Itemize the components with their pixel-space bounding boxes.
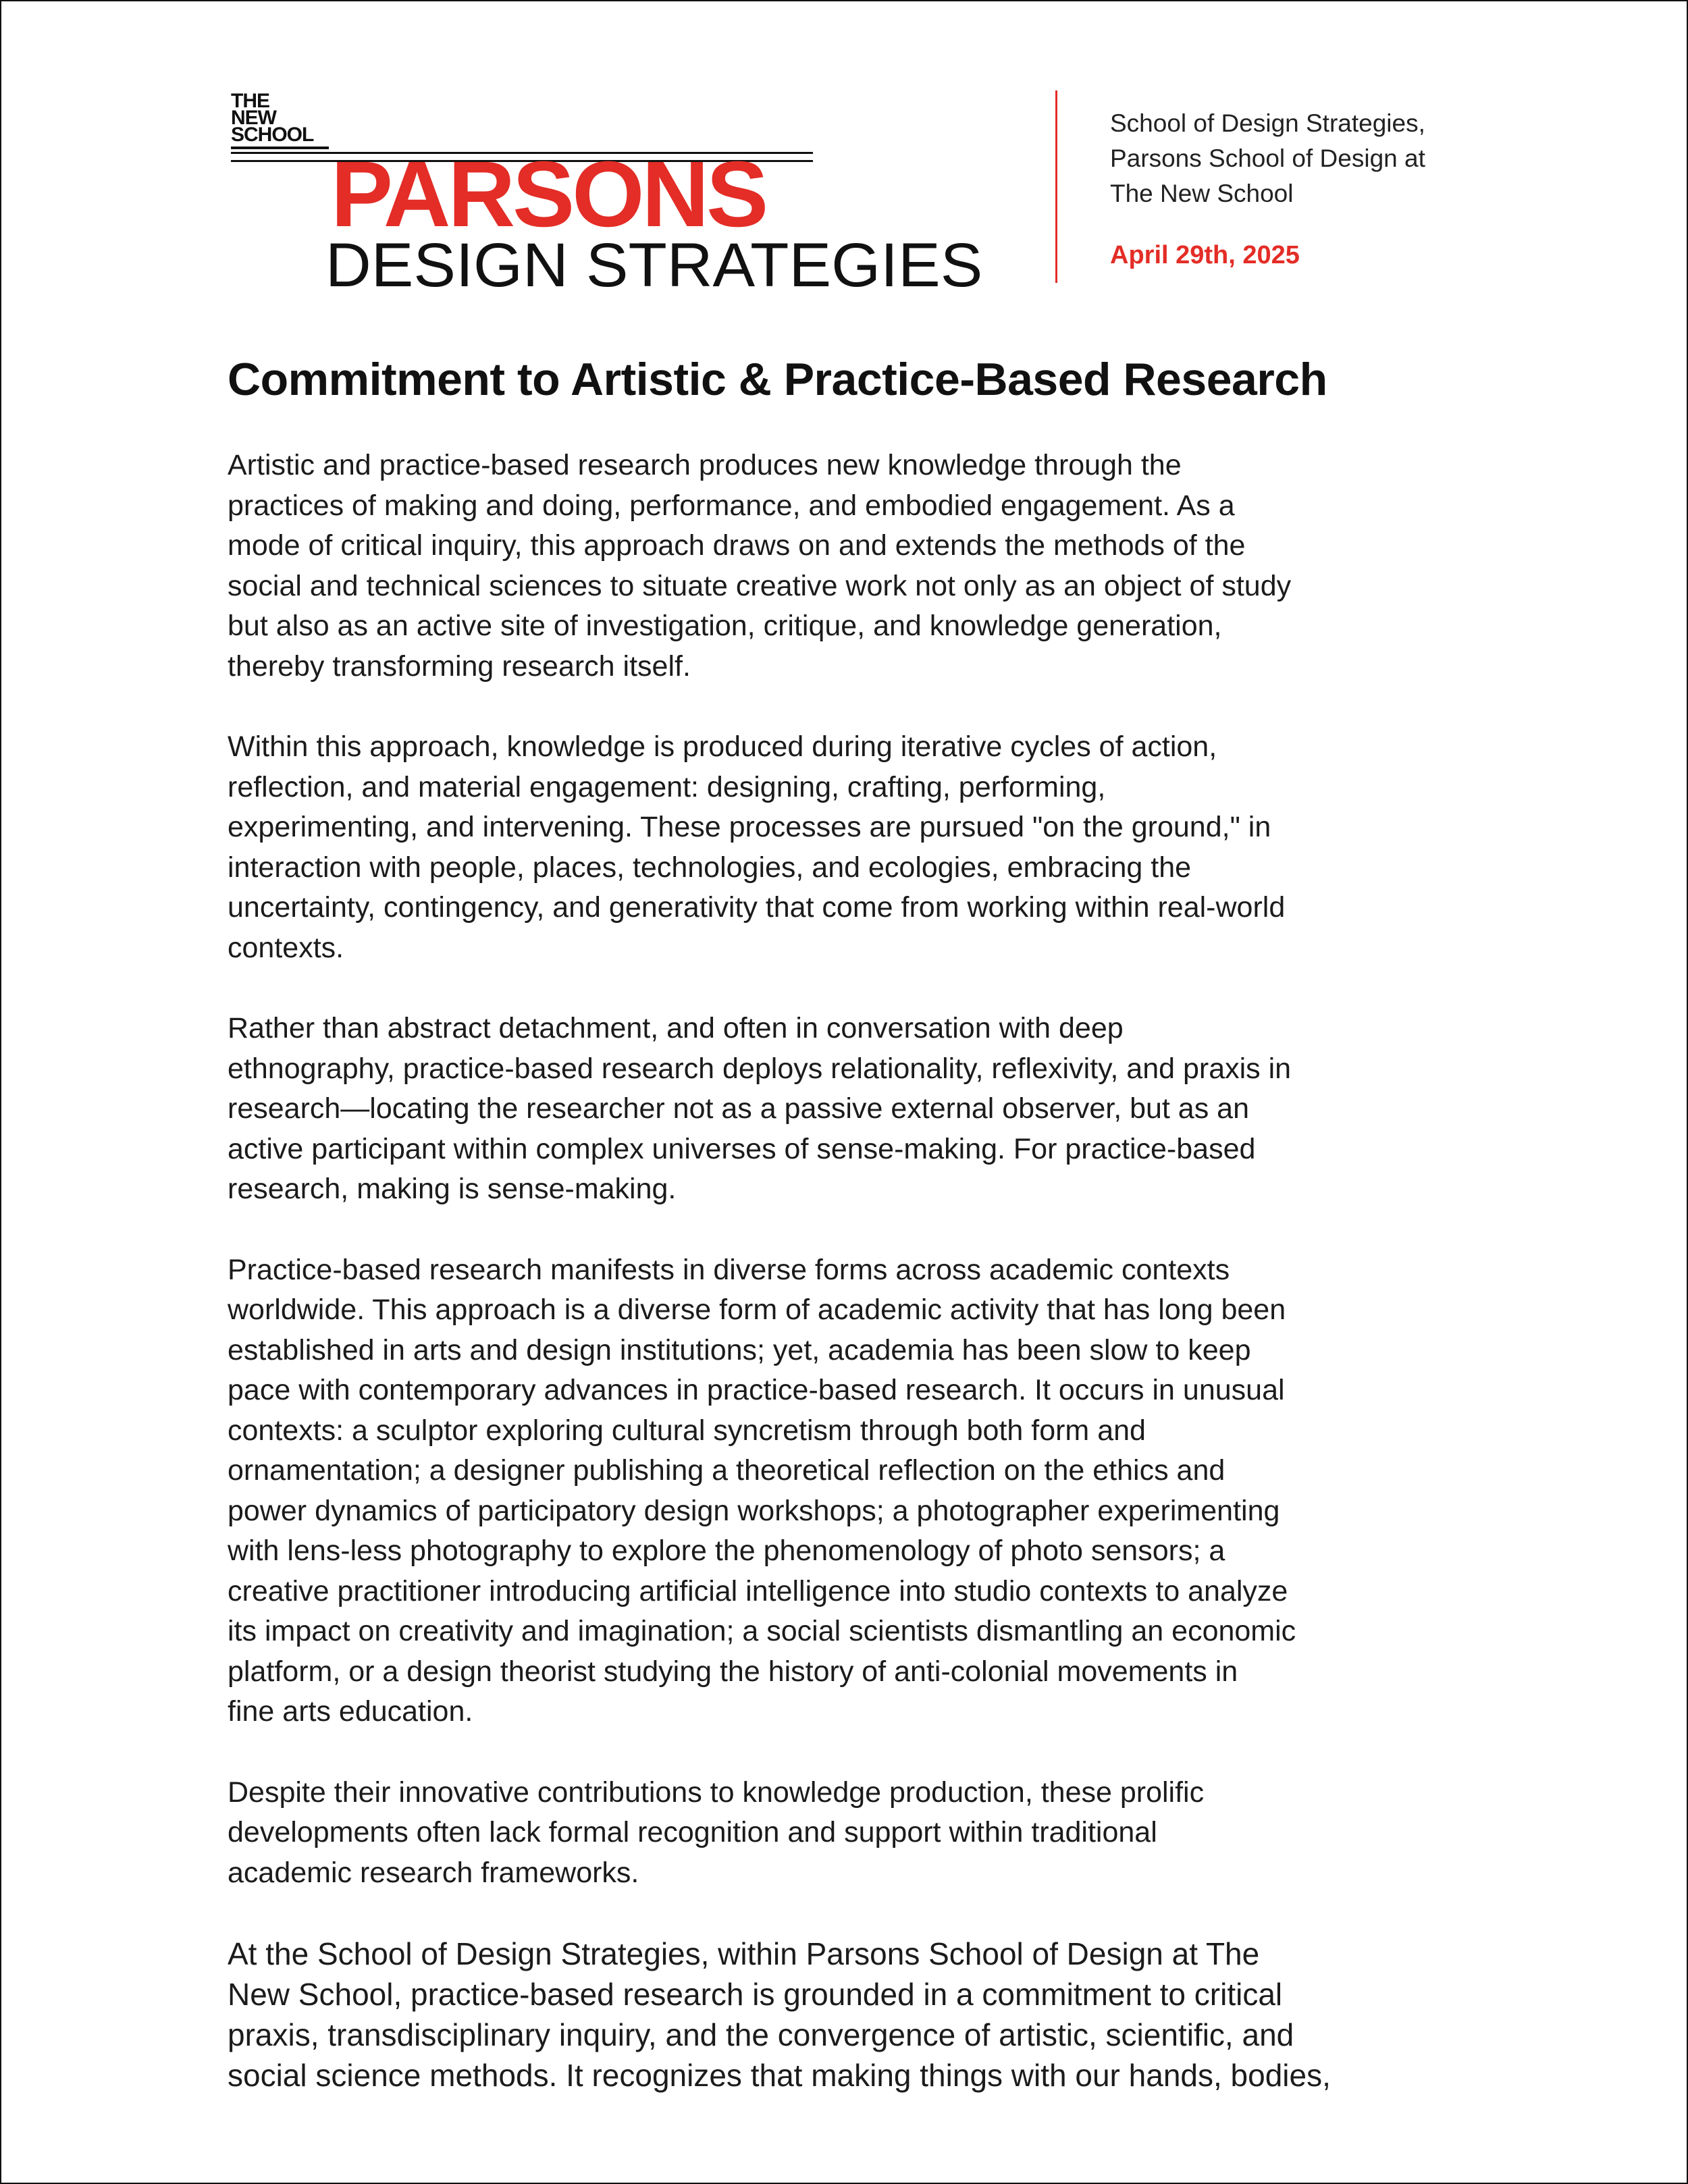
paragraph-5: Despite their innovative contributions to knowledge production, these prolific developments often lack formal recognition and support within traditional academic research frameworks. [228,1776,1205,1889]
document-title: Commitment to Artistic & Practice-Based Research [228,354,1327,405]
parsons-design-strategies-logo [231,90,1001,300]
school-line: School of Design Strategies, [1110,109,1425,137]
document-body [228,446,1497,2136]
paragraph-3: Rather than abstract detachment, and often in conversation with deep ethnography, practice-based research deploys relationality, reflexivity, and praxis in research—locating the researcher not as a passive external observer, but as an active participant within complex universes of sense-making. For practice-based research, making is sense-making. [228,1012,1292,1205]
paragraph-6: At the School of Design Strategies, within Parsons School of Design at The New School, practice-based research is grounded in a commitment to critical praxis, transdisciplinary inquiry, and the convergence of artistic, scientific, and social science methods. It recognizes that making things with our hands, bodies, [228,1936,1331,2093]
document-date: April 29th, 2025 [1110,241,1300,269]
logo-divider [231,147,329,149]
paragraph-4: Practice-based research manifests in diverse forms across academic contexts worldwide. This approach is a diverse form of academic activity that has long been established in arts and design institutions; yet, academia has been slow to keep pace with contemporary advances in practice-based research. It occurs in unusual contexts: a sculptor exploring cultural syncretism through both form and ornamentation; a designer publishing a theoretical reflection on the ethics and power dynamics of participatory design workshops; a photographer experimenting with lens-less photography to explore the phenomenology of photo sensors; a creative practitioner introducing artificial intelligence into studio contexts to analyze its impact on creativity and imagination; a social scientists dismantling an economic platform, or a design theorist studying the history of anti-colonial movements in fine arts education. [228,1253,1296,1728]
paragraph-2: Within this approach, knowledge is produced during iterative cycles of action, reflection, and material engagement: designing, crafting, performing, experimenting, and intervening. These processes are pursued "on the ground," in interaction with people, places, technologies, and ecologies, embracing the uncertainty, contingency, and generativity that come from working within real-world contexts. [228,730,1286,964]
paragraph-1: Artistic and practice-based research produces new knowledge through the practices of making and doing, performance, and embodied engagement. As a mode of critical inquiry, this approach draws on and extends the methods of the social and technical sciences to situate creative work not only as an object of study but also as an active site of investigation, critique, and knowledge generation, thereby transforming research itself. [228,449,1292,683]
school-line: The New School [1110,180,1294,207]
design-strategies-wordmark: DESIGN STRATEGIES [325,231,983,300]
school-affiliation [1110,106,1664,211]
school-line: Parsons School of Design at [1110,144,1425,172]
new-school-wordmark: THE NEW SCHOOL [231,90,314,146]
header-divider [1055,90,1057,283]
parsons-wordmark: PARSONS [331,142,766,246]
